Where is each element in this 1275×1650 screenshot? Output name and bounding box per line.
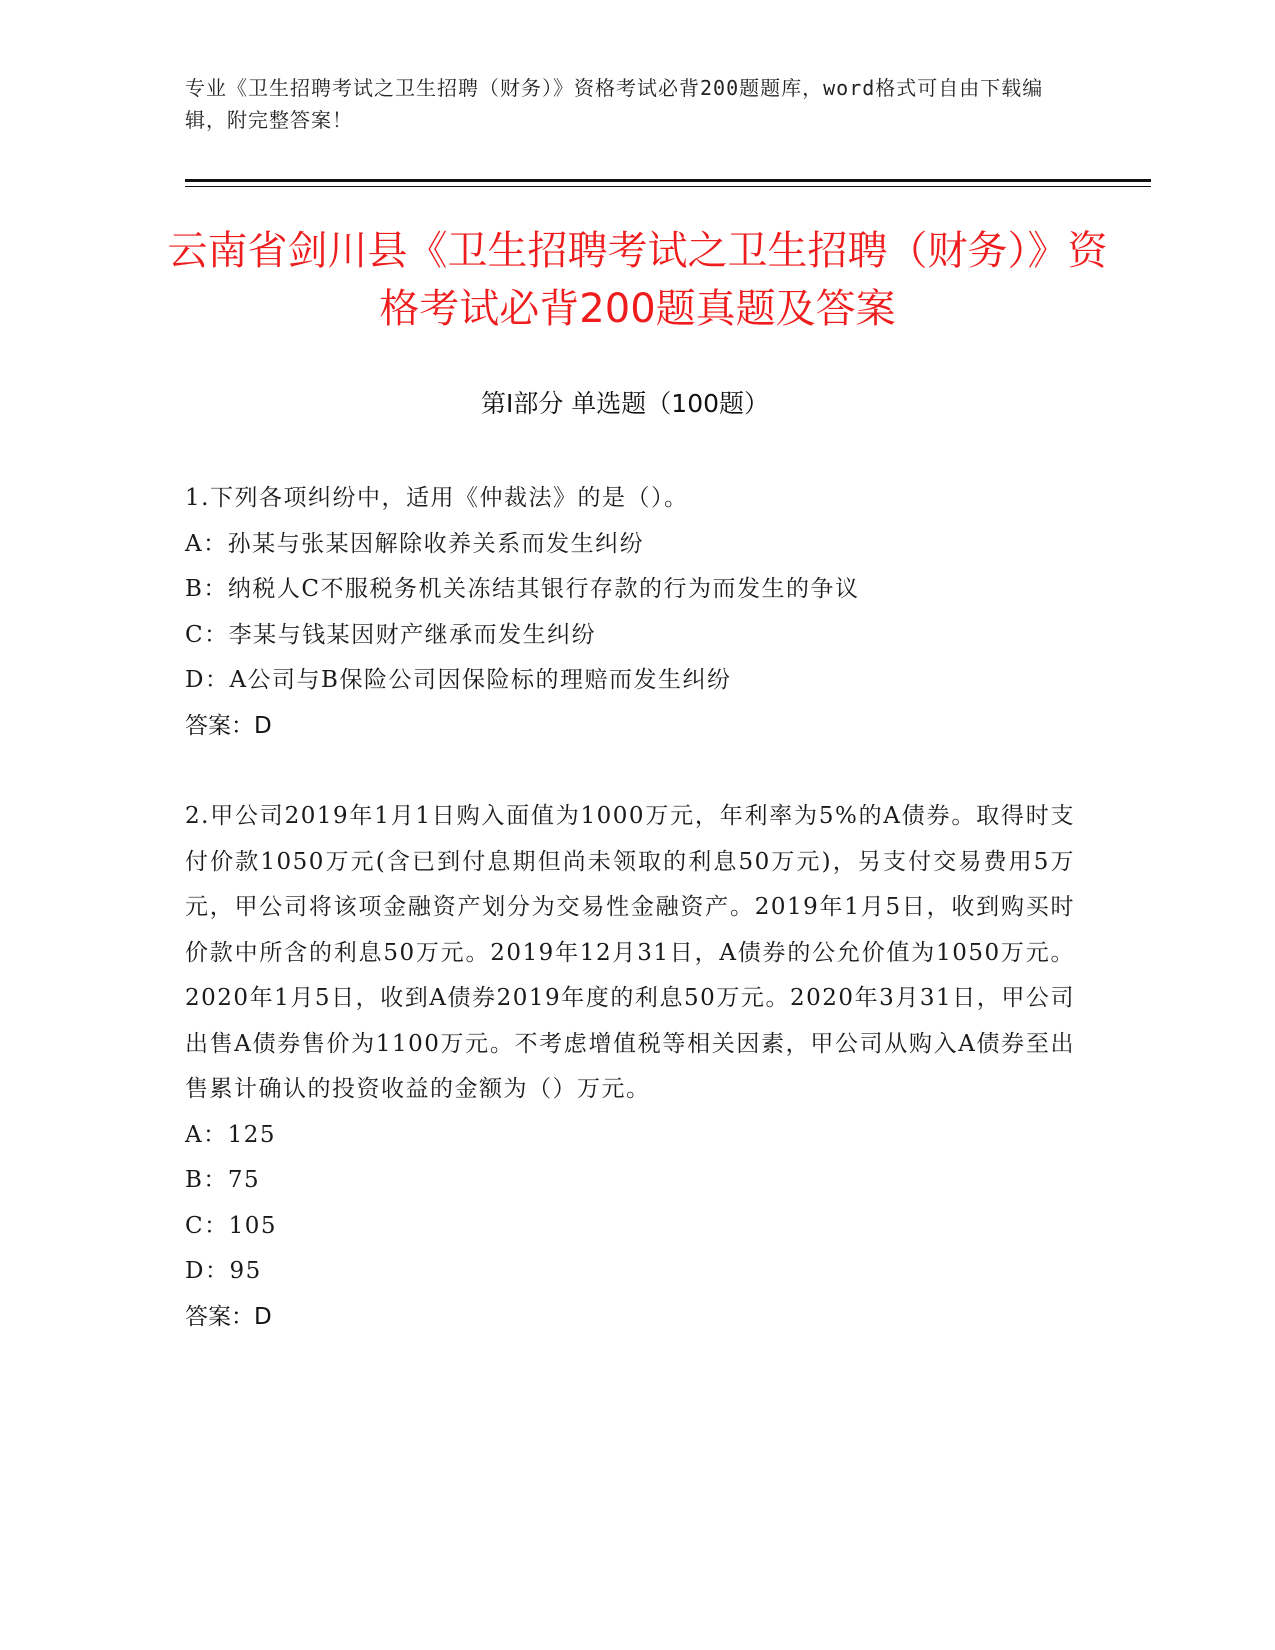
section-heading: 第I部分 单选题（100题）	[480, 389, 770, 418]
option-c: C：李某与钱某因财产继承而发生纠纷	[185, 621, 597, 648]
option-a: A：孙某与张某因解除收养关系而发生纠纷	[185, 530, 645, 557]
question-2	[185, 794, 1075, 1340]
answer-line: 答案：D	[185, 712, 272, 739]
option-a: A：125	[185, 1121, 277, 1148]
header-divider-thick	[185, 179, 1151, 182]
answer-line: 答案：D	[185, 1303, 272, 1330]
question-stem: 1.下列各项纠纷中，适用《仲裁法》的是（）。	[185, 485, 689, 511]
header-note: 专业《卫生招聘考试之卫生招聘（财务）》资格考试必背200题题库，word格式可自由下载编辑，附完整答案！	[185, 76, 1044, 132]
option-c: C：105	[185, 1212, 277, 1239]
option-b: B：纳税人C不服税务机关冻结其银行存款的行为而发生的争议	[185, 576, 860, 602]
question-stem: 2.甲公司2019年1月1日购入面值为1000万元，年利率为5%的A债券。取得时支付价款1050万元(含已到付息期但尚未领取的利息50万元)，另支付交易费用5万元，甲公司将该项金融资产划分为交易性金融资产。2019年1月5日，收到购买时价款中所含的利息50万元。2019年12月31日，A债券的公允价值为1050万元。2020年1月5日，收到A债券2019年度的利息50万元。2020年3月31日，甲公司出售A债券售价为1100万元。不考虑增值税等相关因素，甲公司从购入A债券至出售累计确认的投资收益的金额为（）万元。	[185, 803, 1075, 1102]
option-b: B：75	[185, 1167, 261, 1193]
header-divider-thin	[185, 186, 1151, 187]
question-1	[185, 476, 1075, 749]
option-d: D：A公司与B保险公司因保险标的理赔而发生纠纷	[185, 667, 732, 693]
document-title: 云南省剑川县《卫生招聘考试之卫生招聘（财务）》资格考试必背200题真题及答案	[167, 228, 1108, 332]
option-d: D：95	[185, 1258, 262, 1284]
